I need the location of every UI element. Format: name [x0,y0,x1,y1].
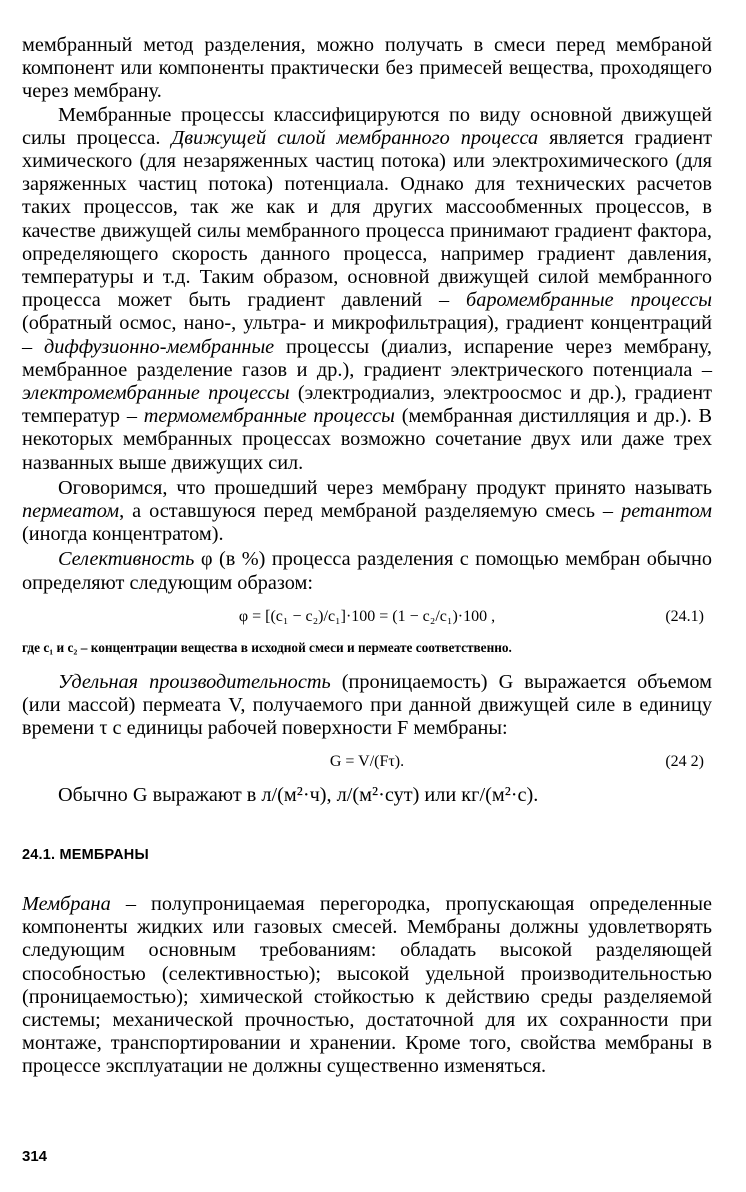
text-run: (мембранная дистилляция и др.). В некоторых мембранных процессах возможно сочетание двух или даже трех названных выше движущих сил. [22,405,712,474]
section-heading: 24.1. МЕМБРАНЫ [22,846,149,863]
formula-number: (24.1) [665,607,704,625]
italic-term: диффузионно-мембранные [43,335,275,358]
formula-expression: G = V/(Fτ). [329,753,405,771]
paragraph-permeate [22,477,712,547]
italic-term: Мембрана [22,892,111,915]
text-run: (электродиализ, электроосмос и др.), градиент температур – [22,382,713,428]
italic-term: Удельная производительность [58,670,331,693]
italic-term: термомембранные процессы [143,405,395,428]
text-run: – полупроницаемая перегородка, пропускающая определенные компоненты жидких или газовых смесей. Мембраны должны удовлетворять следующим основным требованиям: обладать высокой разделяющей способностью (селективностью); высокой удельной производительностью (проницаемостью); химической стойкостью к действию среды разделяемой системы; механической прочностью, достаточной для их сохранности при монтаже, транспортировании и хранении. Кроме того, свойства мембраны в процессе эксплуатации не должны существенно изменяться. [22,892,712,1078]
italic-term: баромембранные процессы [466,289,712,312]
italic-term: пермеатом [22,500,120,523]
text-run: Оговоримся, что прошедший через мембрану продукт принято называть [58,476,712,499]
formula-expression: φ = [(c₁ − c₂)/c₁]·100 = (1 − c₂/c₁)·100 , [238,607,496,625]
text-run: (проницаемость) G выражается объемом (или массой) пермеата V, получаемого при данной движущей силе в единицу времени τ с единицы рабочей поверхности F мембраны: [22,670,712,740]
formula-productivity [22,752,712,776]
formula-explanation: где c₁ и c₂ – концентрации вещества в исходной смеси и пермеате соответственно. [22,639,512,655]
text-run: (обратный осмос, нано-, ультра- и микрофильтрация), градиент концентраций – [22,312,712,358]
paragraph-membrane-definition [22,893,712,1079]
text-run: , а оставшуюся перед мембраной разделяемую смесь – [119,500,622,523]
text-run: φ (в %) процесса разделения с помощью мембран обычно определяют следующим образом: [22,548,712,594]
text-run: Мембранные процессы классифицируются по виду основной движущей силы процесса. [22,103,712,149]
formula-number: (24 2) [665,753,704,771]
formula-selectivity [22,607,712,631]
italic-term: ретантом [621,500,712,523]
paragraph-driving-force [22,104,712,475]
italic-term: Селективность [58,548,195,571]
paragraph-selectivity [22,548,712,594]
text-run: является градиент химического (для незаряженных частиц потока) или электрохимического (для заряженных частиц потока) потенциала. Однако для технических расчетов таких процессов, так же как и для других массообменных процессов, в качестве движущей силы мембранного процесса принимают градиент фактора, определяющего скорость данного процесса, например градиент давления, температуры и т.д. Таким образом, основной движущей силой мембранного процесса может быть градиент давлений – [22,126,713,312]
paragraph-productivity [22,671,712,741]
text-run: (иногда концентратом). [22,523,224,546]
text-run: процессы (диализ, испарение через мембрану, мембранное разделение газов и др.), градиент электрического потенциала – [22,335,712,381]
paragraph-units: Обычно G выражают в л/(м²·ч), л/(м²·сут) или кг/(м²·с). [58,784,539,807]
italic-term: электромембранные процессы [22,382,290,405]
page-number: 314 [22,1148,48,1165]
italic-term: Движущей силой мембранного процесса [171,126,539,149]
paragraph-intro: мембранный метод разделения, можно получать в смеси перед мембраной компонент или компоненты практически без примесей вещества, проходящего через мембрану. [22,34,712,103]
